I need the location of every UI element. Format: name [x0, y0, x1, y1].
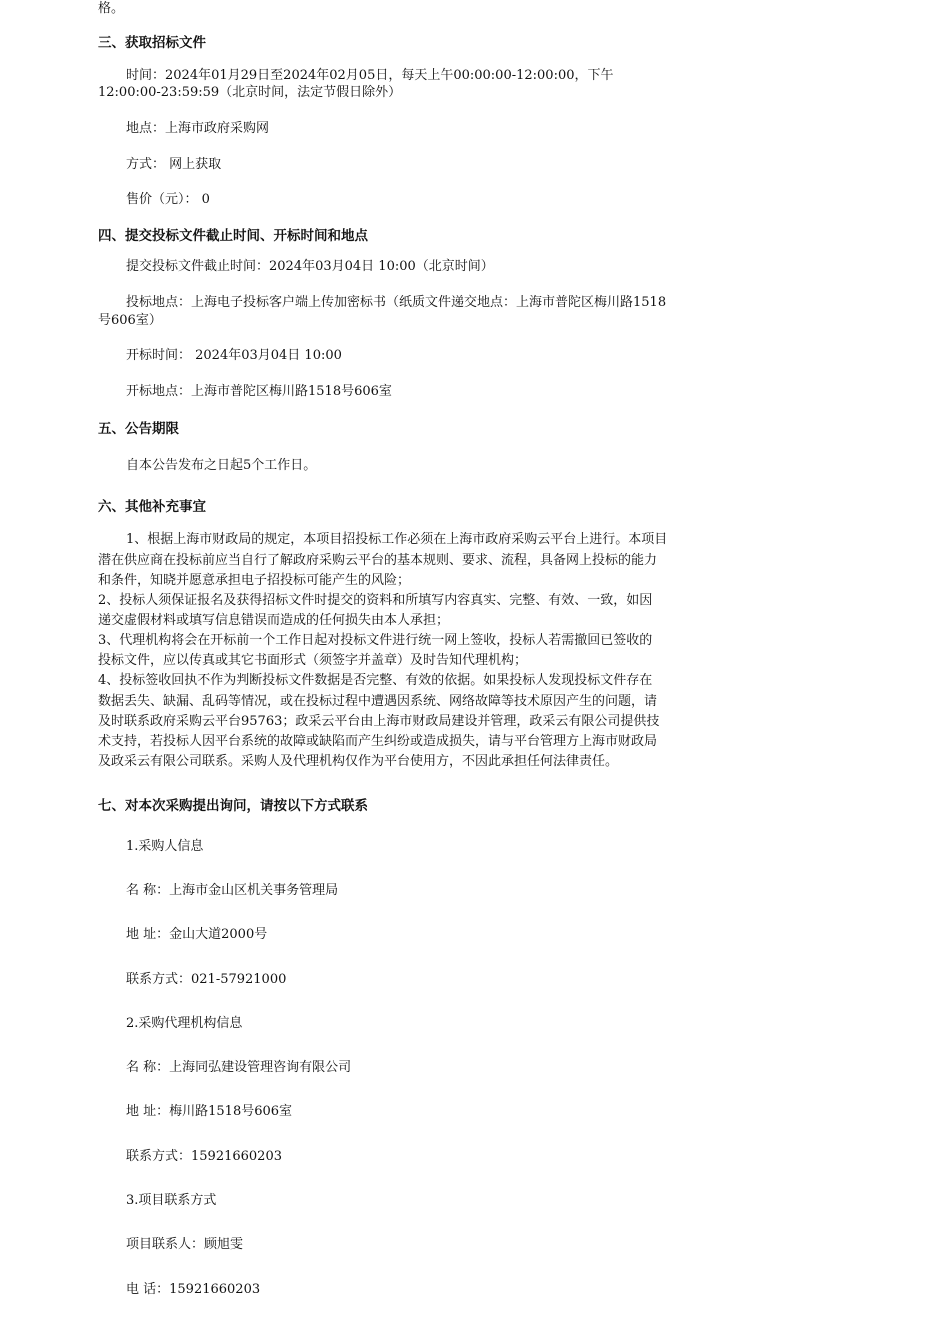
buyer-title: 1.采购人信息 — [126, 839, 204, 854]
section3-place: 地点：上海市政府采购网 — [126, 121, 270, 136]
buyer-address: 地 址：金山大道2000号 — [126, 927, 268, 942]
section6-line: 和条件，知晓并愿意承担电子招投标可能产生的风险； — [98, 573, 411, 588]
section6-line: 及时联系政府采购云平台95763；政采云平台由上海市财政局建设并管理，政采云有限公司提供技 — [98, 714, 660, 729]
project-title: 3.项目联系方式 — [126, 1193, 217, 1208]
section6-line: 3、代理机构将会在开标前一个工作日起对投标文件进行统一网上签收，投标人若需撤回已签收的 — [98, 633, 653, 648]
section6-heading: 六、其他补充事宜 — [98, 499, 206, 515]
section6-line: 及政采云有限公司联系。采购人及代理机构仅作为平台使用方，不因此承担任何法律责任。 — [98, 754, 619, 769]
agent-address: 地 址：梅川路1518号606室 — [126, 1104, 293, 1119]
section5-text: 自本公告发布之日起5个工作日。 — [126, 458, 317, 473]
section3-time-line2: 12:00:00-23:59:59（北京时间，法定节假日除外） — [98, 85, 402, 100]
section6-line: 2、投标人须保证报名及获得招标文件时提交的资料和所填写内容真实、完整、有效、一致，如因 — [98, 593, 653, 608]
agent-contact: 联系方式：15921660203 — [126, 1149, 282, 1164]
section6-line: 术支持，若投标人因平台系统的故障或缺陷而产生纠纷或造成损失，请与平台管理方上海市财政局 — [98, 734, 658, 749]
section4-heading: 四、提交投标文件截止时间、开标时间和地点 — [98, 228, 368, 244]
section7-heading: 七、对本次采购提出询问，请按以下方式联系 — [98, 798, 368, 814]
buyer-contact: 联系方式：021-57921000 — [126, 972, 287, 987]
section6-line: 数据丢失、缺漏、乱码等情况，或在投标过程中遭遇因系统、网络故障等技术原因产生的问题，请 — [98, 694, 658, 709]
section6-line: 1、根据上海市财政局的规定，本项目招投标工作必须在上海市政府采购云平台上进行。本项目 — [126, 532, 668, 547]
buyer-name: 名 称：上海市金山区机关事务管理局 — [126, 883, 339, 898]
section6-line: 4、投标签收回执不作为判断投标文件数据是否完整、有效的依据。如果投标人发现投标文件存在 — [98, 673, 653, 688]
section6-line: 潜在供应商在投标前应当自行了解政府采购云平台的基本规则、要求、流程，具备网上投标的能力 — [98, 553, 658, 568]
section5-heading: 五、公告期限 — [98, 421, 179, 437]
section3-heading: 三、获取招标文件 — [98, 35, 206, 51]
section3-time-line1: 时间：2024年01月29日至2024年02月05日，每天上午00:00:00-12:00:00，下午 — [126, 68, 614, 83]
section4-deadline: 提交投标文件截止时间：2024年03月04日 10:00（北京时间） — [126, 259, 494, 274]
section6-line: 递交虚假材料或填写信息错误而造成的任何损失由本人承担； — [98, 613, 450, 628]
section4-open-time: 开标时间： 2024年03月04日 10:00 — [126, 348, 342, 363]
section6-line: 投标文件，应以传真或其它书面形式（须签字并盖章）及时告知代理机构； — [98, 653, 528, 668]
section4-bid-place-line2: 号606室） — [98, 313, 162, 328]
section3-price: 售价（元）： 0 — [126, 192, 210, 207]
section4-bid-place-line1: 投标地点：上海电子投标客户端上传加密标书（纸质文件递交地点：上海市普陀区梅川路1518 — [126, 295, 667, 310]
agent-title: 2.采购代理机构信息 — [126, 1016, 243, 1031]
top-fragment: 格。 — [98, 1, 125, 16]
section4-open-place: 开标地点：上海市普陀区梅川路1518号606室 — [126, 384, 392, 399]
agent-name: 名 称：上海同弘建设管理咨询有限公司 — [126, 1060, 352, 1075]
project-phone: 电 话：15921660203 — [126, 1282, 261, 1297]
section3-method: 方式： 网上获取 — [126, 157, 222, 172]
project-person: 项目联系人：顾旭雯 — [126, 1237, 244, 1252]
